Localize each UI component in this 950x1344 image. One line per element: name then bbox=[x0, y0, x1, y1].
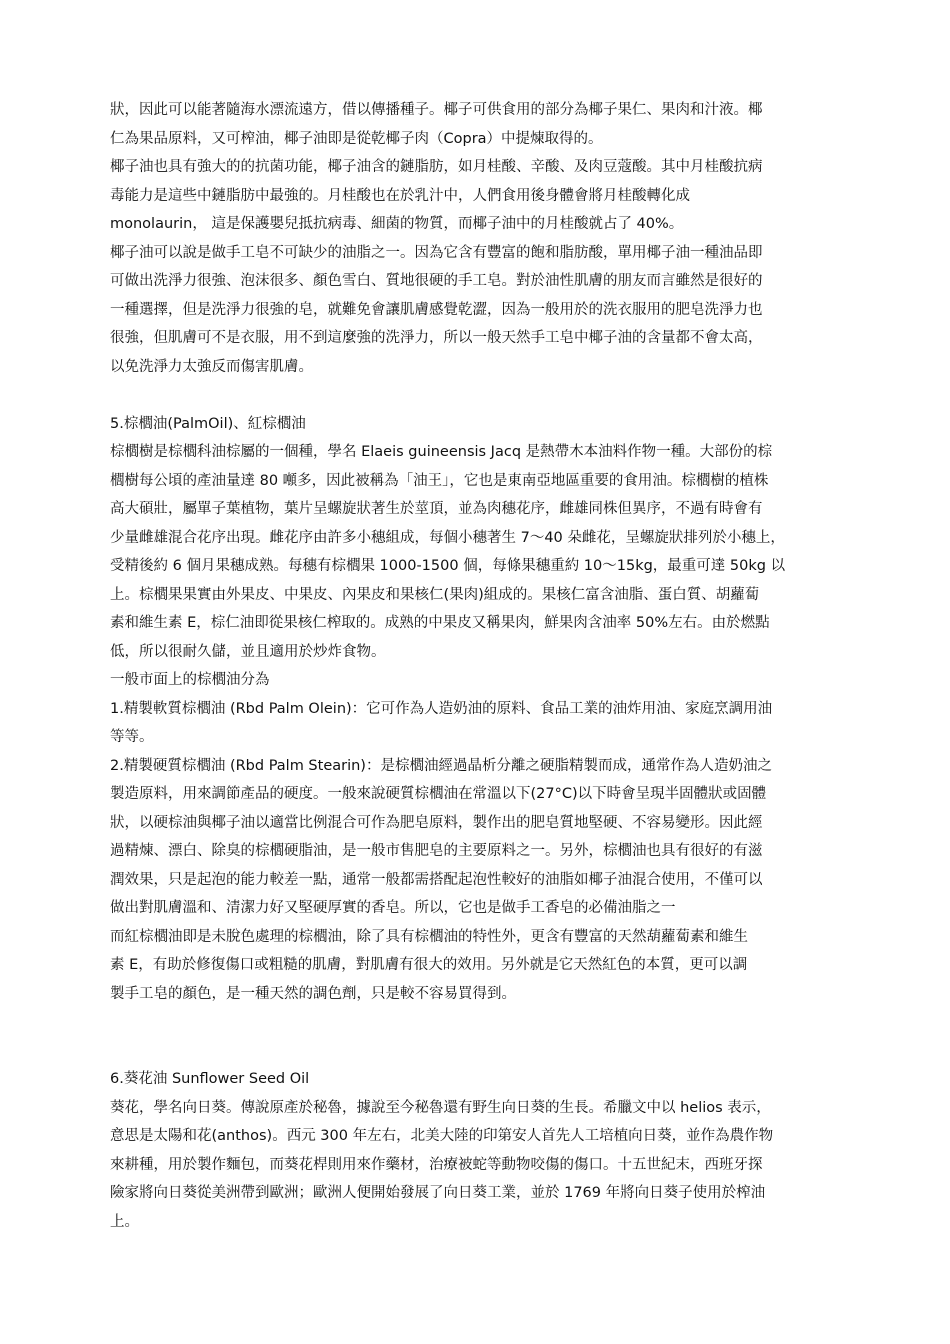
text-line: 椰子油可以說是做手工皂不可缺少的油脂之一。因為它含有豐富的飽和脂肪酸，單用椰子油一種油品即 bbox=[110, 244, 763, 261]
text-line: 棕櫚樹是棕櫚科油棕屬的一個種，學名 Elaeis guineensis Jacq 是熱帶木本油料作物一種。大部份的棕 bbox=[110, 444, 773, 460]
text-line: 過精煉、漂白、除臭的棕櫚硬脂油，是一般市售肥皂的主要原料之一。另外，棕櫚油也具有很好的有滋 bbox=[110, 843, 763, 859]
text-line: 以免洗淨力太強反而傷害肌膚。 bbox=[110, 358, 313, 375]
text-line: 而紅棕櫚油即是未脫色處理的棕櫚油，除了具有棕櫚油的特性外，更含有豐富的天然葫蘿蔔素和維生 bbox=[110, 928, 748, 945]
text-line: 素和維生素 E，棕仁油即從果核仁榨取的。成熟的中果皮又稱果肉，鮮果肉含油率 50%左右。由於燃點 bbox=[110, 615, 770, 631]
text-line: 狀，因此可以能著隨海水漂流遠方，借以傳播種子。椰子可供食用的部分為椰子果仁、果肉和汁液。椰 bbox=[110, 102, 763, 118]
text-line: 葵花，學名向日葵。傳說原產於秘魯，據說至今秘魯還有野生向日葵的生長。希臘文中以 helios 表示， bbox=[110, 1099, 771, 1116]
text-line: 椰子油也具有強大的的抗菌功能，椰子油含的鏈脂肪，如月桂酸、辛酸、及肉豆蔻酸。其中月桂酸抗病 bbox=[110, 159, 763, 175]
text-line: 一般市面上的棕櫚油分為 bbox=[110, 672, 270, 688]
section-heading: 6.葵花油 Sunflower Seed Oil bbox=[110, 1071, 310, 1087]
text-line: 很強，但肌膚可不是衣服，用不到這麼強的洗淨力，所以一般天然手工皂中椰子油的含量都不會太高， bbox=[110, 330, 763, 346]
text-line: monolaurin， 這是保護嬰兒抵抗病毒、細菌的物質，而椰子油中的月桂酸就占了 40%。 bbox=[110, 216, 684, 232]
section-coconut-oil bbox=[110, 96, 850, 381]
text-line: 險家將向日葵從美洲帶到歐洲；歐洲人便開始發展了向日葵工業，並於 1769 年將向日葵子使用於榨油 bbox=[110, 1185, 766, 1201]
text-line: 做出對肌膚溫和、清潔力好又堅硬厚實的香皂。所以，它也是做手工香皂的必備油脂之一 bbox=[110, 900, 676, 916]
paragraph-spacer bbox=[110, 1008, 850, 1065]
text-line: 製造原料，用來調節產品的硬度。一般來說硬質棕櫚油在常溫以下(27°C)以下時會呈現半固體狀或固體 bbox=[110, 786, 767, 802]
text-line: 可做出洗淨力很強、泡沫很多、顏色雪白、質地很硬的手工皂。對於油性肌膚的朋友而言雖然是很好的 bbox=[110, 273, 763, 289]
document-body bbox=[110, 96, 850, 1236]
text-line: 素 E，有助於修復傷口或粗糙的肌膚，對肌膚有很大的效用。另外就是它天然紅色的本質，更可以調 bbox=[110, 957, 748, 973]
text-line: 高大碩壯，屬單子葉植物，葉片呈螺旋狀著生於莖頂，並為肉穗花序，雌雄同株但異序，不過有時會有 bbox=[110, 501, 763, 517]
text-line: 上。棕櫚果果實由外果皮、中果皮、內果皮和果核仁(果肉)組成的。果核仁富含油脂、蛋白質、胡蘿蔔 bbox=[110, 586, 760, 603]
section-heading: 5.棕櫚油(PalmOil)、紅棕櫚油 bbox=[110, 415, 306, 432]
text-line: 意思是太陽和花(anthos)。西元 300 年左右，北美大陸的印第安人首先人工培植向日葵，並作為農作物 bbox=[110, 1128, 774, 1144]
text-line: 狀，以硬棕油與椰子油以適當比例混合可作為肥皂原料，製作出的肥皂質地堅硬、不容易變形。因此經 bbox=[110, 814, 763, 831]
text-line: 上。 bbox=[110, 1213, 139, 1230]
text-line: 2.精製硬質棕櫚油 (Rbd Palm Stearin)：是棕櫚油經過晶析分離之硬脂精製而成，通常作為人造奶油之 bbox=[110, 757, 772, 774]
text-line: 等等。 bbox=[110, 729, 154, 745]
section-sunflower-oil bbox=[110, 1065, 850, 1236]
text-line: 少量雌雄混合花序出現。雌花序由許多小穗組成，每個小穗著生 7～40 朵雌花，呈螺旋狀排列於小穗上， bbox=[110, 529, 785, 546]
text-line: 仁為果品原料，又可榨油，椰子油即是從乾椰子肉（Copra）中提煉取得的。 bbox=[110, 130, 603, 147]
text-line: 毒能力是這些中鏈脂肪中最強的。月桂酸也在於乳汁中，人們食用後身體會將月桂酸轉化成 bbox=[110, 187, 690, 204]
text-line: 來耕種，用於製作麵包，而葵花桿則用來作藥材，治療被蛇等動物咬傷的傷口。十五世紀末，西班牙探 bbox=[110, 1156, 763, 1173]
text-line: 製手工皂的顏色，是一種天然的調色劑，只是較不容易買得到。 bbox=[110, 985, 516, 1002]
text-line: 低，所以很耐久儲，並且適用於炒炸食物。 bbox=[110, 643, 386, 660]
text-line: 受精後約 6 個月果穗成熟。每穗有棕櫚果 1000-1500 個，每條果穗重約 10～15kg，最重可達 50kg 以 bbox=[110, 558, 786, 574]
text-line: 1.精製軟質棕櫚油 (Rbd Palm Olein)：它可作為人造奶油的原料、食品工業的油炸用油、家庭烹調用油 bbox=[110, 700, 773, 717]
paragraph-spacer bbox=[110, 381, 850, 410]
section-palm-oil bbox=[110, 410, 850, 1009]
text-line: 潤效果，只是起泡的能力較差一點，通常一般都需搭配起泡性較好的油脂如椰子油混合使用，不僅可以 bbox=[110, 871, 763, 888]
text-line: 櫚樹每公頃的產油量達 80 噸多，因此被稱為「油王」，它也是東南亞地區重要的食用油。棕櫚樹的植株 bbox=[110, 472, 769, 489]
text-line: 一種選擇，但是洗淨力很強的皂，就難免會讓肌膚感覺乾澀，因為一般用於的洗衣服用的肥皂洗淨力也 bbox=[110, 301, 763, 318]
